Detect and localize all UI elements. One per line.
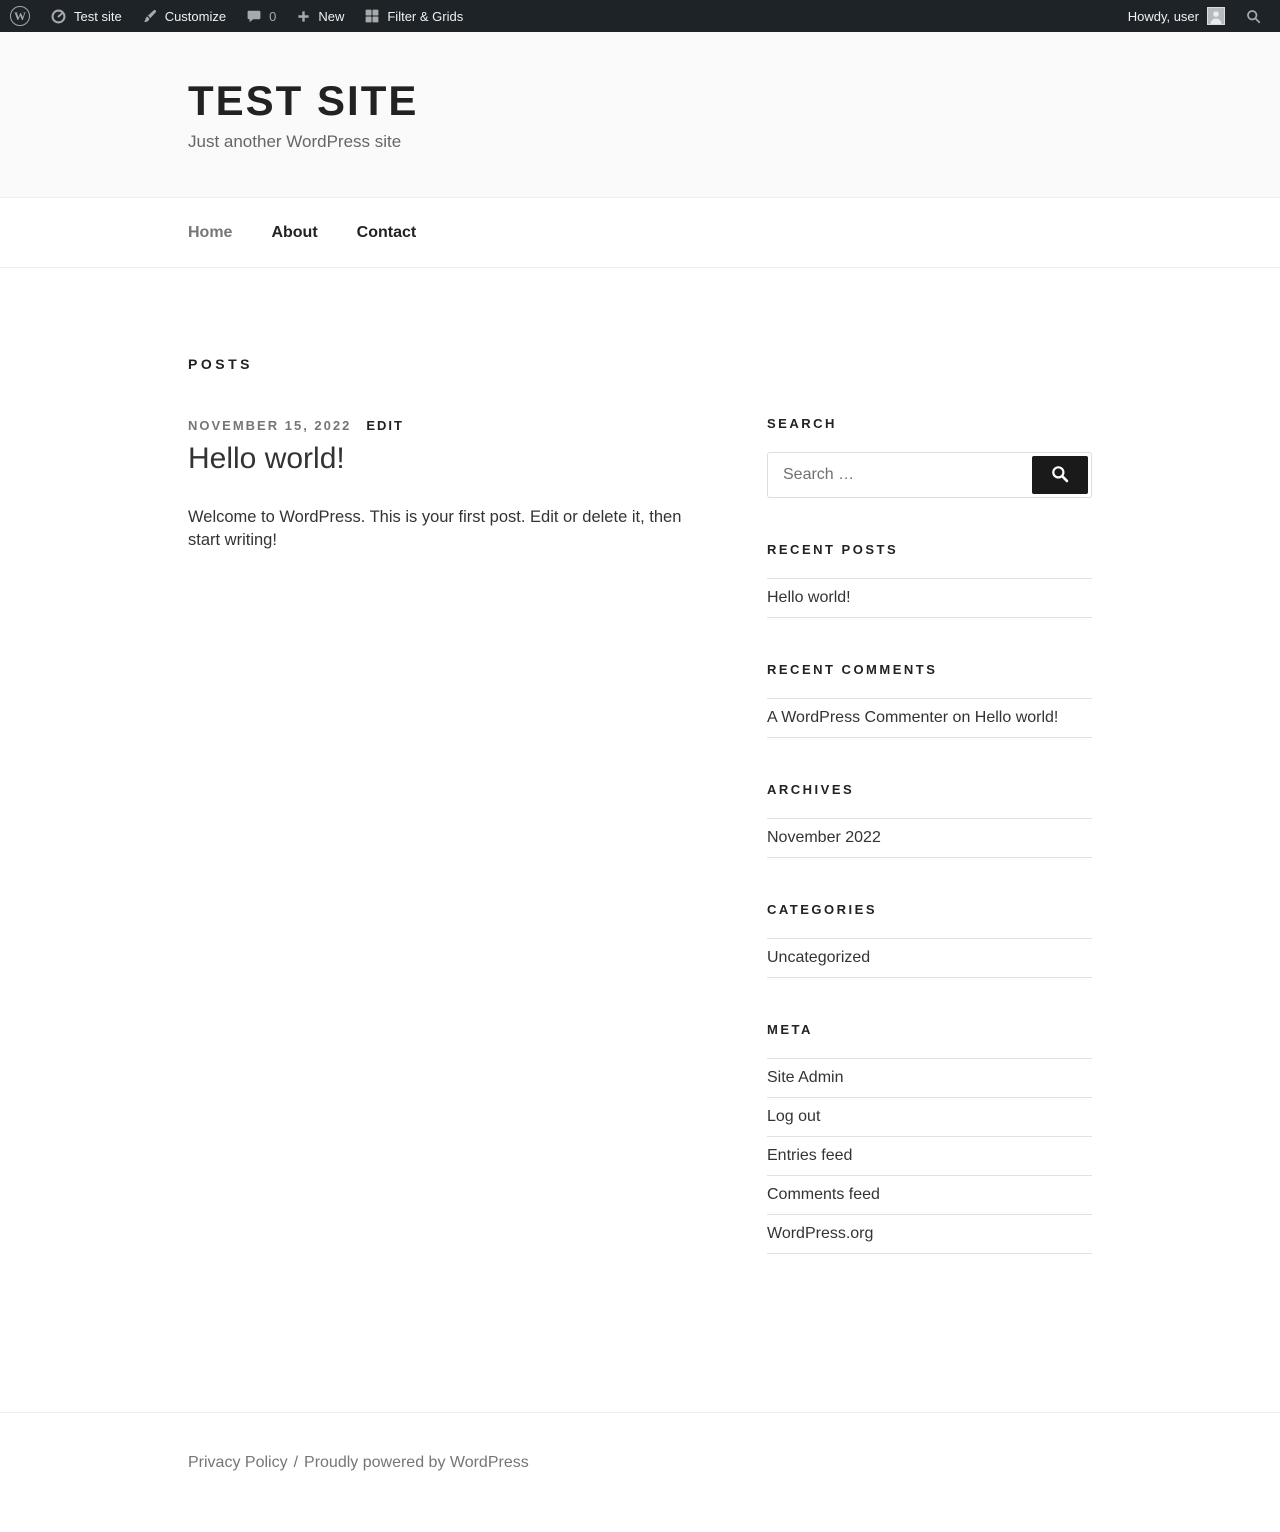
comments-menu[interactable] <box>236 0 286 32</box>
search-widget <box>767 416 1092 498</box>
list-item <box>767 1215 1092 1254</box>
list-item <box>767 1098 1092 1137</box>
site-header <box>0 32 1280 197</box>
customize-label: Customize <box>164 8 227 24</box>
list-item <box>767 1137 1092 1176</box>
recent-posts-widget <box>767 542 1092 618</box>
powered-by-link[interactable]: Proudly powered by WordPress <box>304 1454 529 1471</box>
page-title: POSTS <box>188 356 253 372</box>
recent-comments-heading: RECENT COMMENTS <box>767 662 938 677</box>
plus-icon <box>296 9 311 24</box>
post-title-link[interactable]: Hello world! <box>188 442 345 475</box>
site-admin-link[interactable]: Site Admin <box>767 1069 844 1086</box>
site-name-label: Test site <box>74 8 122 24</box>
archives-widget <box>767 782 1092 858</box>
entries-feed-link[interactable]: Entries feed <box>767 1147 853 1164</box>
post-article <box>188 418 682 553</box>
post-date-link[interactable]: NOVEMBER 15, 2022 <box>188 418 352 433</box>
recent-post-link[interactable]: Hello world! <box>767 589 851 606</box>
posts-column <box>188 356 682 1298</box>
recent-comments-list <box>767 698 1092 738</box>
filter-grids-label: Filter & Grids <box>387 8 464 24</box>
wordpress-logo-icon: W <box>10 6 30 26</box>
recent-comments-widget <box>767 662 1092 738</box>
meta-heading: META <box>767 1022 813 1037</box>
site-name-menu[interactable] <box>40 0 132 32</box>
admin-search-icon <box>1245 8 1262 25</box>
comment-connector: on <box>948 709 975 726</box>
list-item <box>767 939 1092 978</box>
meta-list <box>767 1058 1092 1254</box>
list-item <box>767 699 1092 738</box>
recent-posts-list <box>767 578 1092 618</box>
grid-icon <box>364 8 380 24</box>
comment-bubble-icon <box>246 8 262 24</box>
log-out-link[interactable]: Log out <box>767 1108 821 1125</box>
howdy-label: Howdy, user <box>1127 8 1199 24</box>
categories-heading: CATEGORIES <box>767 902 877 917</box>
nav-item-about[interactable]: About <box>271 223 318 241</box>
dashboard-gauge-icon <box>50 8 67 25</box>
main-nav <box>0 197 1280 268</box>
admin-bar-left <box>0 0 473 32</box>
my-account-menu[interactable] <box>1118 0 1235 32</box>
avatar <box>1207 7 1225 25</box>
site-title[interactable]: TEST SITE <box>188 77 419 124</box>
comment-count-badge: 0 <box>269 8 277 24</box>
customize-menu[interactable] <box>132 0 236 32</box>
recent-posts-heading: RECENT POSTS <box>767 542 899 557</box>
archives-list <box>767 818 1092 858</box>
filter-grids-menu[interactable] <box>354 0 473 32</box>
list-item <box>767 819 1092 858</box>
search-submit-button[interactable] <box>1032 456 1088 494</box>
admin-bar-right <box>1118 0 1272 32</box>
site-content <box>188 268 1092 1412</box>
wp-logo-menu[interactable] <box>0 0 40 32</box>
search-heading: SEARCH <box>767 416 837 431</box>
brush-icon <box>142 8 158 24</box>
archive-link[interactable]: November 2022 <box>767 829 881 846</box>
categories-list <box>767 938 1092 978</box>
archives-heading: ARCHIVES <box>767 782 855 797</box>
admin-search-button[interactable] <box>1235 0 1272 32</box>
admin-bar <box>0 0 1280 32</box>
post-meta <box>188 418 682 433</box>
comments-feed-link[interactable]: Comments feed <box>767 1186 880 1203</box>
search-form <box>767 452 1092 498</box>
nav-item-home[interactable]: Home <box>188 223 233 241</box>
post-body: Welcome to WordPress. This is your first post. Edit or delete it, then start writing! <box>188 507 682 550</box>
list-item <box>767 1176 1092 1215</box>
footer-separator: / <box>293 1454 299 1471</box>
categories-widget <box>767 902 1092 978</box>
meta-widget <box>767 1022 1092 1254</box>
nav-item-contact[interactable]: Contact <box>356 223 417 241</box>
list-item <box>767 1059 1092 1098</box>
site-tagline: Just another WordPress site <box>188 132 402 152</box>
new-content-menu[interactable] <box>286 0 354 32</box>
comment-post-link[interactable]: Hello world! <box>974 709 1059 726</box>
comment-author-link[interactable]: A WordPress Commenter <box>767 709 949 726</box>
new-label: New <box>318 8 345 24</box>
search-icon <box>1049 463 1071 488</box>
sidebar <box>767 356 1092 1298</box>
category-link[interactable]: Uncategorized <box>767 949 871 966</box>
wordpress-org-link[interactable]: WordPress.org <box>767 1225 874 1242</box>
privacy-policy-link[interactable]: Privacy Policy <box>188 1454 288 1471</box>
site-footer <box>0 1412 1280 1532</box>
search-input[interactable] <box>771 456 1032 494</box>
list-item <box>767 579 1092 618</box>
edit-link[interactable]: EDIT <box>366 418 404 433</box>
